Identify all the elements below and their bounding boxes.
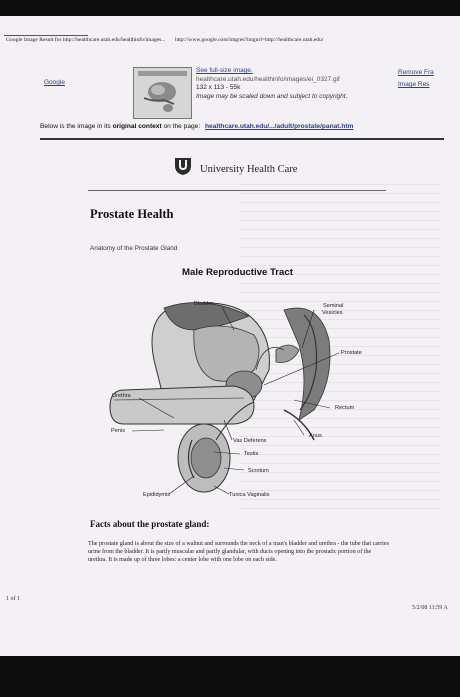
image-thumbnail[interactable] xyxy=(133,67,192,119)
context-link[interactable]: healthcare.utah.edu/.../adult/prostate/panat.htm xyxy=(205,123,354,130)
image-dimensions: 132 x 113 - 55k xyxy=(196,84,241,92)
context-prefix: Below is the image in its xyxy=(40,123,111,130)
header-rule xyxy=(4,35,88,36)
image-path: healthcare.utah.edu/healthinfo/images/ei_0327.gif xyxy=(196,75,340,83)
label-vesicles: Vesicles xyxy=(322,310,343,316)
page-title: Prostate Health xyxy=(90,207,174,221)
copyright-note: Image may be scaled down and subject to copyright. xyxy=(196,92,348,100)
page-number: 1 of 1 xyxy=(6,596,20,602)
facts-heading: Facts about the prostate gland: xyxy=(90,519,210,529)
context-line xyxy=(40,123,353,130)
facts-body: The prostate gland is about the size of a walnut and surrounds the neck of a man's bladder and urethra - the tube that carries urine from the bladder. It is partly muscular and partly glandular, with ducts opening into the prostatic portion of the urethra. It is made up of three lobes: a center lobe with one lobe on each side. xyxy=(88,541,389,563)
label-tunica-vaginalis: Tunica Vaginalis xyxy=(229,492,270,498)
frame-actions xyxy=(398,67,434,91)
label-epididymis: Epididymis xyxy=(143,492,171,498)
page-subtitle: Anatomy of the Prostate Gland xyxy=(90,245,178,252)
image-results-link[interactable]: Image Res xyxy=(398,81,430,88)
context-middle: on the page: xyxy=(163,123,201,130)
image-info xyxy=(196,67,347,101)
label-rectum: Rectum xyxy=(335,405,355,411)
university-logo-icon xyxy=(174,156,192,176)
label-penis: Penis xyxy=(111,428,125,434)
label-prostate: Prostate xyxy=(341,350,362,356)
brand-name: University Health Care xyxy=(200,164,298,175)
thumbnail-image xyxy=(134,68,191,118)
context-bold: original context xyxy=(112,123,162,130)
label-anus: Anus xyxy=(309,433,322,439)
remove-frame-link[interactable]: Remove Fra xyxy=(398,69,434,76)
full-size-link[interactable]: See full-size image. xyxy=(196,67,253,74)
diagram-title: Male Reproductive Tract xyxy=(182,267,293,278)
label-bladder: Bladder xyxy=(194,301,214,307)
print-header xyxy=(6,37,460,43)
label-urethra: Urethra xyxy=(112,393,131,399)
label-scrotum: Scrotum xyxy=(248,468,269,474)
brand-rule xyxy=(88,190,386,191)
header-url: http://www.google.com/imgres?imgurl=http://healthcare.utah.edu/ xyxy=(174,37,324,43)
header-title: Google Image Result for http://healthcare.utah.edu/healthinfo/images... xyxy=(6,37,166,43)
context-rule xyxy=(40,138,444,140)
label-testis: Testis xyxy=(244,451,259,457)
google-link[interactable]: Google xyxy=(44,79,65,86)
print-timestamp: 5/2/08 11:59 A xyxy=(412,605,448,611)
label-seminal: Seminal xyxy=(323,303,344,309)
label-vas-deferens: Vas Deferens xyxy=(233,438,267,444)
anatomy-diagram xyxy=(104,290,374,510)
